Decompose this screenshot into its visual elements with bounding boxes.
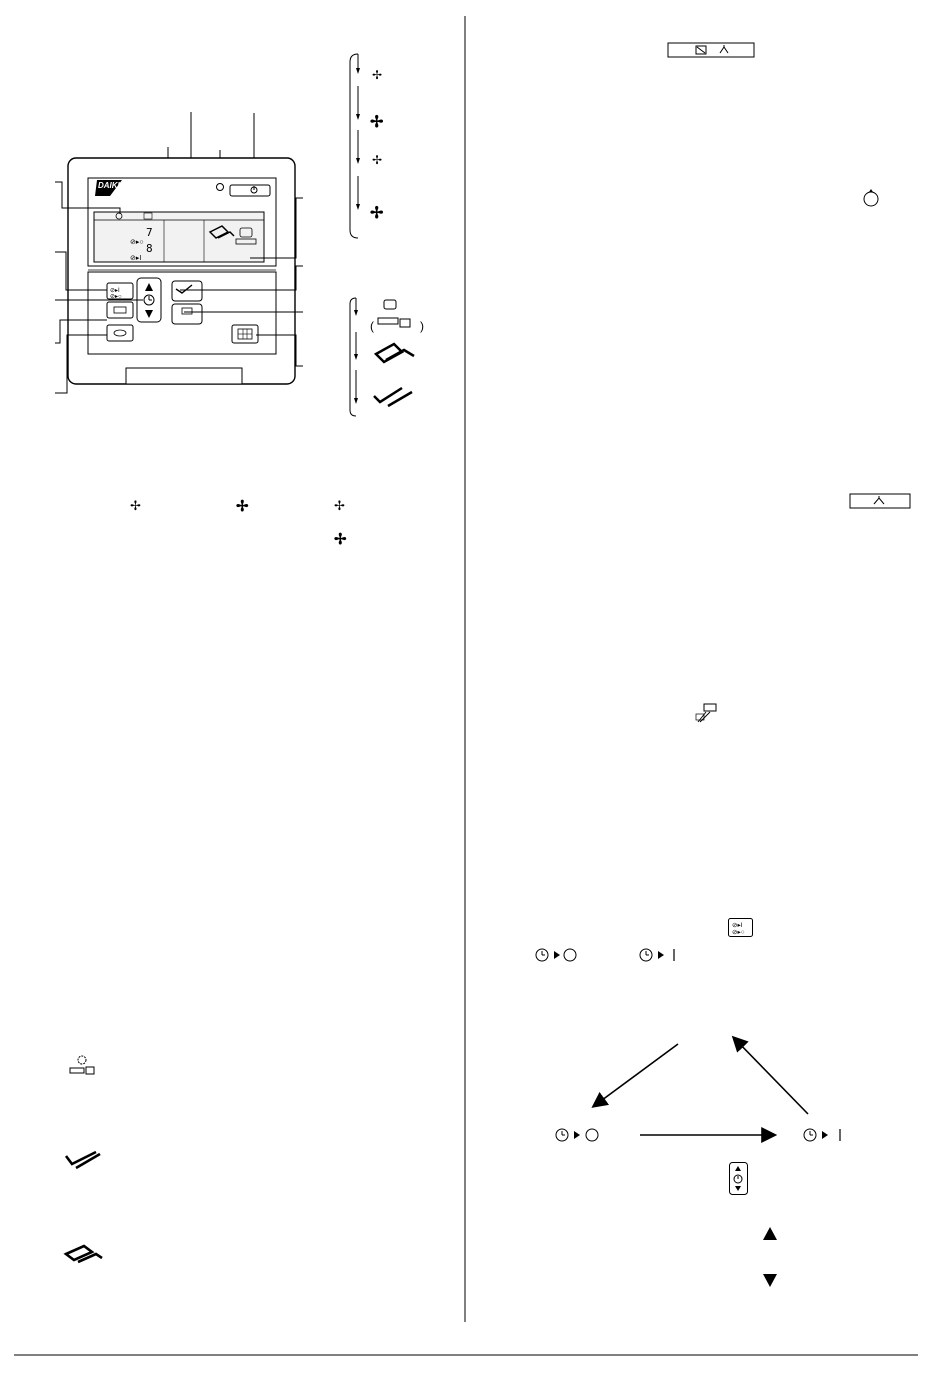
- airflow-direction-icon: [850, 494, 912, 510]
- on-off-button[interactable]: [230, 185, 270, 196]
- fan-icon: ✢: [370, 114, 384, 131]
- timer-up-down-button-icon: [729, 1162, 749, 1196]
- filter-sign-reset-button[interactable]: [232, 325, 258, 343]
- timer-off-icon: [534, 946, 588, 964]
- svg-text:⊘▸I: ⊘▸I: [130, 255, 142, 262]
- inspection-icon: [694, 702, 722, 724]
- svg-text:⊘▸I: ⊘▸I: [110, 288, 120, 294]
- svg-text:DAIKIN: DAIKIN: [98, 181, 126, 190]
- timer-reserve-button[interactable]: [107, 302, 133, 318]
- swing-icon: [862, 189, 882, 209]
- fan-icon: ✢: [370, 205, 384, 222]
- svg-text:(: (: [370, 319, 374, 333]
- arrow-up-icon: [762, 1226, 780, 1242]
- ventilation-mode-button[interactable]: [172, 281, 202, 301]
- svg-text:⊘▸○: ⊘▸○: [110, 294, 122, 300]
- fan-icon: ✢: [130, 498, 141, 513]
- fan-icon: ✢: [334, 531, 347, 548]
- bypass-icon: [374, 388, 412, 406]
- timer-mode-button-icon: [728, 918, 754, 938]
- auto-mode-icon: [384, 300, 396, 309]
- ventilation-icon: [64, 1244, 104, 1268]
- svg-text:⊘▸○: ⊘▸○: [732, 929, 745, 936]
- svg-text:⊘▸○: ⊘▸○: [130, 239, 144, 246]
- bypass-icon: [64, 1150, 104, 1174]
- lcd-digit-mid: 8: [146, 242, 153, 255]
- ventilation-mode-cycle-diagram: [340, 292, 450, 422]
- timer-cycle-diagram: [540, 1030, 900, 1210]
- ventilation-icon: [376, 344, 414, 362]
- fan-icon: ✢: [372, 68, 383, 82]
- lcd-digit-top: 7: [146, 226, 153, 239]
- fan-icon: ✢: [372, 153, 383, 167]
- timer-mode-button[interactable]: [107, 283, 133, 300]
- operation-lamp: [217, 184, 224, 191]
- airflow-direction-display-icon: [668, 43, 756, 59]
- svg-text:⊘▸I: ⊘▸I: [732, 922, 743, 929]
- auto-mode-icon: [66, 1054, 96, 1078]
- arrow-down-icon: [762, 1272, 780, 1288]
- controller-bottom-tab: [126, 368, 242, 384]
- fan-speed-cycle-diagram: [350, 54, 360, 238]
- timer-on-icon: [638, 946, 692, 964]
- fan-icon: ✢: [334, 498, 345, 513]
- lcd-display: [94, 212, 264, 262]
- ventilation-amount-button[interactable]: [172, 304, 202, 324]
- svg-text:): ): [420, 319, 424, 333]
- inspection-button[interactable]: [107, 325, 133, 341]
- fan-icon: ✢: [236, 498, 249, 515]
